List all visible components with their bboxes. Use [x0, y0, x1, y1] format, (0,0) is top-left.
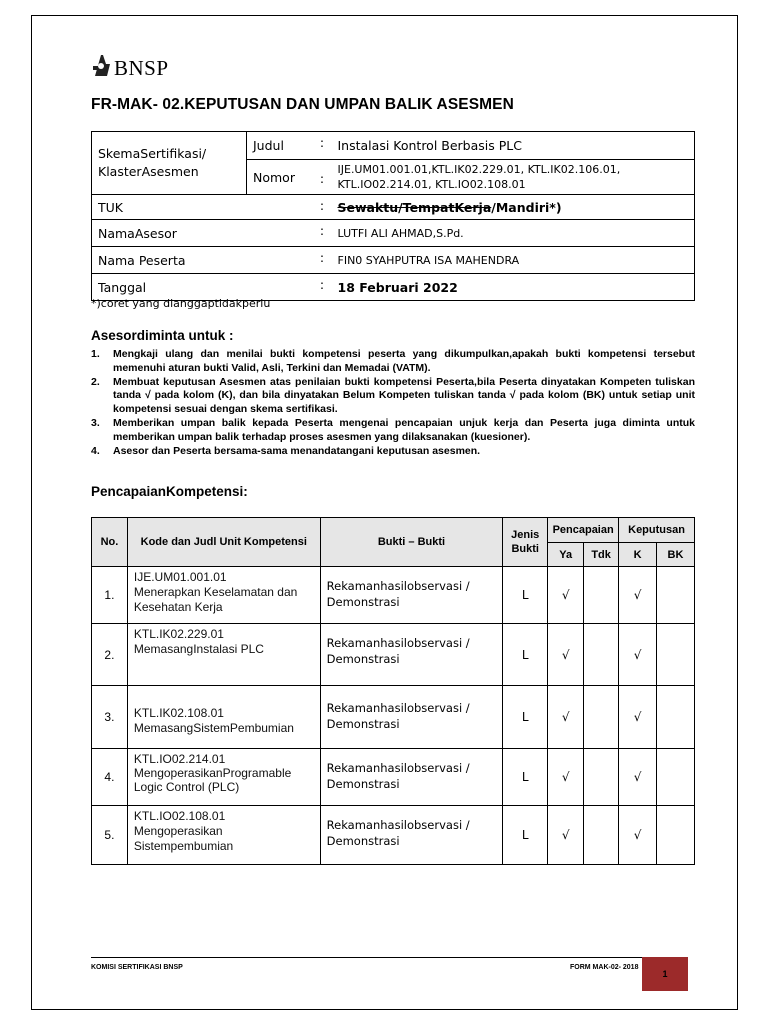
- col-unit: Kode dan Judl Unit Kompetensi: [127, 518, 320, 567]
- tdk-cell: [584, 806, 619, 865]
- bnsp-emblem-icon: [92, 52, 112, 78]
- k-cell: √: [619, 624, 657, 686]
- k-cell: √: [619, 686, 657, 749]
- ya-cell: √: [548, 624, 584, 686]
- tuk-value: [332, 195, 695, 220]
- colon: :: [313, 247, 332, 274]
- info-table: [91, 131, 695, 301]
- bukti-cell: Rekamanhasilobservasi / Demonstrasi: [320, 624, 503, 686]
- instruction-item: 4. Asesor dan Peserta bersama-sama menandatangani keputusan asesmen.: [91, 444, 481, 457]
- bnsp-logo: [92, 52, 169, 78]
- tuk-struck: Sewaktu/TempatKerja: [337, 199, 492, 215]
- colon: :: [313, 274, 332, 301]
- tuk-label: TUK: [92, 195, 313, 220]
- unit-code: IJE.UM01.001.01: [133, 570, 227, 584]
- unit-cell: [127, 806, 320, 865]
- row-no: 2.: [92, 624, 128, 686]
- ya-cell: √: [548, 567, 584, 624]
- pencapaian-heading: PencapaianKompetensi:: [91, 484, 248, 499]
- jenis-cell: L: [503, 624, 548, 686]
- footnote: *)coret yang dianggaptidakperlu: [91, 297, 271, 310]
- col-k: K: [619, 543, 657, 567]
- logo-text: BNSP: [114, 56, 169, 80]
- colon: :: [313, 132, 332, 160]
- tdk-cell: [584, 686, 619, 749]
- colon: :: [313, 195, 332, 220]
- unit-code: KTL.IO02.108.01: [133, 809, 226, 823]
- nomor-value: IJE.UM01.001.01,KTL.IK02.229.01, KTL.IK02.106.01, KTL.IO02.214.01, KTL.IO02.108.01: [332, 160, 695, 195]
- nomor-label: Nomor: [247, 160, 313, 195]
- col-keputusan: Keputusan: [619, 518, 695, 543]
- col-no: No.: [92, 518, 128, 567]
- k-cell: √: [619, 806, 657, 865]
- unit-title: MemasangSistemPembumian: [133, 721, 294, 735]
- bk-cell: [657, 624, 695, 686]
- judul-value: Instalasi Kontrol Berbasis PLC: [332, 132, 695, 160]
- table-row: [92, 749, 695, 806]
- asesor-label: NamaAsesor: [92, 220, 313, 247]
- k-cell: √: [619, 749, 657, 806]
- unit-cell: [127, 624, 320, 686]
- col-bk: BK: [657, 543, 695, 567]
- colon: :: [313, 220, 332, 247]
- instruction-item: 2. Membuat keputusan Asesmen atas penilaian bukti kompetensi Peserta,bila Peserta dinyatakan Kompeten tuliskan tanda √ pada kolom (K), dan bila dinyatakan Belum Kompeten tuliskan tanda √ pada kolom (BK) untuk setiap unit kompetensi sesuai dengan skema sertifikasi.: [91, 375, 695, 416]
- unit-code: KTL.IO02.214.01: [133, 752, 226, 766]
- page-number: 1: [642, 957, 688, 991]
- unit-cell: [127, 686, 320, 749]
- table-row: [92, 686, 695, 749]
- jenis-cell: L: [503, 567, 548, 624]
- col-ya: Ya: [548, 543, 584, 567]
- bk-cell: [657, 806, 695, 865]
- bukti-cell: Rekamanhasilobservasi / Demonstrasi: [320, 567, 503, 624]
- tuk-rest: /Mandiri*): [491, 199, 562, 215]
- instruction-list: [91, 348, 695, 458]
- ya-cell: √: [548, 749, 584, 806]
- bk-cell: [657, 686, 695, 749]
- bk-cell: [657, 749, 695, 806]
- unit-cell: [127, 567, 320, 624]
- form-title: FR-MAK- 02.KEPUTUSAN DAN UMPAN BALIK ASESMEN: [91, 96, 514, 113]
- tanggal-value: 18 Februari 2022: [332, 274, 695, 301]
- row-no: 3.: [92, 686, 128, 749]
- asesor-heading: Asesordiminta untuk :: [91, 328, 234, 343]
- ya-cell: √: [548, 806, 584, 865]
- peserta-label: Nama Peserta: [92, 247, 313, 274]
- colon: :: [313, 160, 332, 195]
- jenis-cell: L: [503, 686, 548, 749]
- ya-cell: √: [548, 686, 584, 749]
- instruction-item: 1. Mengkaji ulang dan menilai bukti kompetensi peserta yang dikumpulkan,apakah bukti kompetensi tersebut memenuhi aturan bukti Valid, Asli, Terkini dan Memadai (VATM).: [91, 348, 695, 374]
- skema-label: SkemaSertifikasi/ KlasterAsesmen: [92, 132, 247, 195]
- col-jenis: Jenis Bukti: [503, 518, 548, 567]
- footer-right: FORM MAK-02- 2018: [570, 964, 639, 971]
- row-no: 1.: [92, 567, 128, 624]
- footer-divider: [91, 957, 642, 958]
- judul-label: Judul: [247, 132, 313, 160]
- unit-title: Mengoperasikan Sistempembumian: [133, 824, 234, 853]
- jenis-cell: L: [503, 749, 548, 806]
- tanggal-label: Tanggal: [92, 274, 313, 301]
- bukti-cell: Rekamanhasilobservasi / Demonstrasi: [320, 806, 503, 865]
- instruction-item: 3. Memberikan umpan balik kepada Peserta mengenai pencapaian unjuk kerja dan Peserta juga diminta untuk memberikan umpan balik terhadap proses asesmen yang dilaksanakan (kuesioner).: [91, 416, 695, 443]
- unit-cell: [127, 749, 320, 806]
- k-cell: √: [619, 567, 657, 624]
- asesor-value: LUTFI ALI AHMAD,S.Pd.: [332, 220, 695, 247]
- col-pencapaian: Pencapaian: [548, 518, 619, 543]
- table-row: [92, 624, 695, 686]
- col-tdk: Tdk: [584, 543, 619, 567]
- tdk-cell: [584, 567, 619, 624]
- peserta-value: FIN0 SYAHPUTRA ISA MAHENDRA: [332, 247, 695, 274]
- unit-title: Menerapkan Keselamatan dan Kesehatan Kerja: [133, 585, 298, 614]
- tdk-cell: [584, 749, 619, 806]
- col-bukti: Bukti – Bukti: [320, 518, 503, 567]
- footer-left: KOMISI SERTIFIKASI BNSP: [91, 964, 183, 971]
- row-no: 4.: [92, 749, 128, 806]
- unit-title: MemasangInstalasi PLC: [133, 642, 264, 656]
- table-row: [92, 806, 695, 865]
- competency-table: [91, 517, 695, 865]
- row-no: 5.: [92, 806, 128, 865]
- bukti-cell: Rekamanhasilobservasi / Demonstrasi: [320, 749, 503, 806]
- unit-code: KTL.IK02.108.01: [133, 706, 224, 720]
- jenis-cell: L: [503, 806, 548, 865]
- tdk-cell: [584, 624, 619, 686]
- unit-title: MengoperasikanProgramable Logic Control (PLC): [133, 766, 292, 794]
- bukti-cell: Rekamanhasilobservasi / Demonstrasi: [320, 686, 503, 749]
- unit-code: KTL.IK02.229.01: [133, 627, 224, 641]
- table-row: [92, 567, 695, 624]
- bk-cell: [657, 567, 695, 624]
